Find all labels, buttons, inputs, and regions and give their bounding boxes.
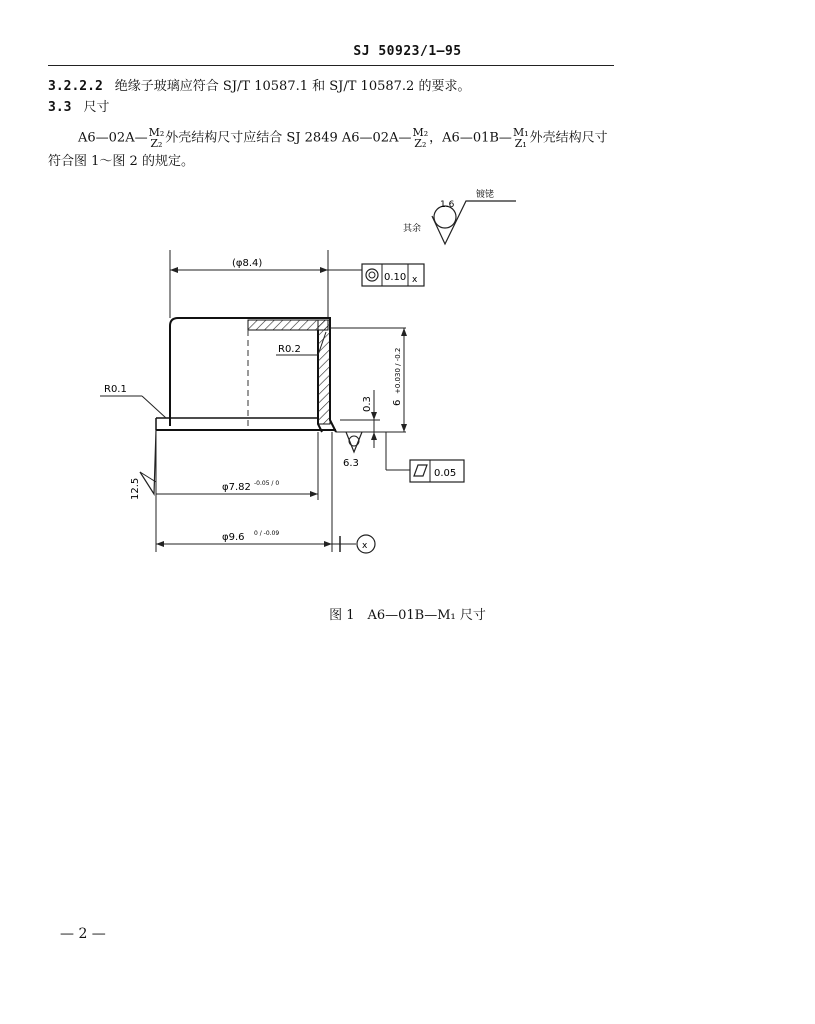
section-title: 尺寸 (83, 100, 110, 115)
concentricity-icon (366, 269, 378, 281)
fraction-top: M₂ (148, 126, 165, 139)
roughness-12-5-text: 12.5 (130, 477, 141, 500)
flatness-value: 0.05 (434, 468, 457, 479)
dimension-dia-9-6 (156, 530, 375, 553)
dim-height-6-tol: +0.030 / -0.2 (394, 347, 402, 394)
dim-dia-7-82-text: φ7.82 (222, 482, 251, 493)
radius-0-1-text: R0.1 (104, 384, 127, 395)
text-run: 外壳结构尺寸应结合 SJ 2849 A6—02A— (165, 130, 412, 146)
figure-caption: 图 1 A6—01B—M₁ 尺寸 (329, 608, 486, 623)
fraction-bottom: Z₂ (150, 137, 163, 150)
dimension-dia-7-82 (156, 480, 318, 497)
roughness-value: 1.6 (440, 200, 455, 210)
roughness-symbol-12-5 (130, 430, 156, 500)
document-code-header: SJ 50923/1—95 (353, 44, 462, 59)
concentricity-value: 0.10 (384, 272, 407, 283)
fraction-bottom: Z₁ (514, 137, 527, 150)
fraction-top: M₁ (512, 126, 529, 139)
paragraph-line-2: 符合图 1～图 2 的规定。 (48, 154, 194, 169)
page-number: — 2 — (60, 926, 106, 942)
fraction-bottom: Z₂ (414, 137, 427, 150)
text-run: A6—02A— (78, 130, 148, 146)
text-run: ，A6—01B— (429, 130, 512, 146)
dim-dia-7-82-tol: -0.05 / 0 (254, 480, 280, 487)
section-number: 3.2.2.2 (48, 79, 103, 94)
section-number: 3.3 (48, 100, 72, 115)
roughness-symbol-main (403, 188, 516, 244)
dim-dia-8-4-text: (φ8.4) (232, 258, 263, 269)
dim-height-6-text: 6 (392, 399, 403, 406)
datum-circle-label: x (362, 541, 368, 551)
tolerance-frame-concentricity (362, 264, 424, 286)
part-outline (156, 318, 406, 432)
tolerance-frame-flatness (386, 432, 464, 482)
dim-dia-9-6-tol: 0 / -0.09 (254, 530, 280, 537)
radius-0-1 (100, 384, 166, 418)
datum-ref: x (412, 275, 418, 285)
dimension-height-0-3 (340, 390, 380, 448)
dim-dia-9-6-text: φ9.6 (222, 532, 245, 543)
dimension-dia-8-4 (170, 250, 362, 318)
others-note: 其余 (403, 224, 422, 234)
plating-note: 镀铑 (476, 190, 495, 200)
dim-height-0-3-text: 0.3 (362, 396, 373, 412)
roughness-symbol-6-3 (343, 432, 362, 469)
dimension-height-6 (392, 328, 407, 432)
fraction-top: M₂ (412, 126, 429, 139)
text-run: 外壳结构尺寸 (529, 130, 608, 146)
flatness-icon (414, 465, 427, 476)
section-text: 绝缘子玻璃应符合 SJ/T 10587.1 和 SJ/T 10587.2 的要求。 (114, 79, 471, 94)
roughness-6-3-text: 6.3 (343, 458, 359, 469)
radius-0-2-text: R0.2 (278, 344, 301, 355)
